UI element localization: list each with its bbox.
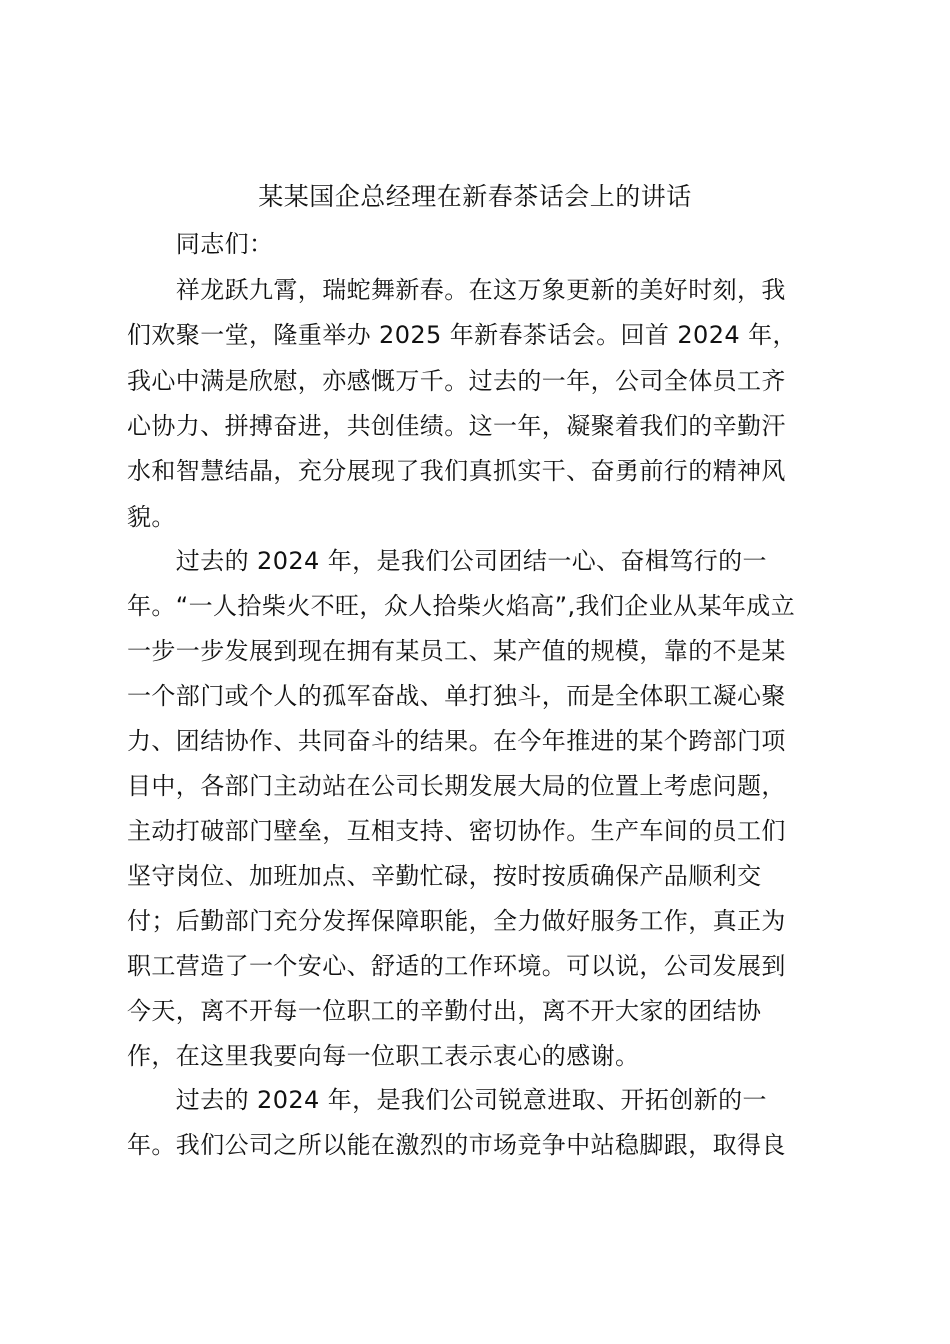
text-line: 目中，各部门主动站在公司长期发展大局的位置上考虑问题，: [127, 772, 786, 800]
text-line: 作，在这里我要向每一位职工表示衷心的感谢。: [127, 1042, 640, 1070]
text-line: 水和智慧结晶，充分展现了我们真抓实干、奋勇前行的精神风: [127, 457, 786, 485]
text-line: 祥龙跃九霄，瑞蛇舞新春。在这万象更新的美好时刻，我: [127, 276, 786, 304]
text-line: 们欢聚一堂，隆重举办 2025 年新春茶话会。回首 2024 年，: [127, 321, 797, 349]
text-line: 年。我们公司之所以能在激烈的市场竞争中站稳脚跟，取得良: [127, 1131, 786, 1159]
text-line: 年。“一人拾柴火不旺，众人拾柴火焰高”,我们企业从某年成立: [127, 592, 796, 620]
text-line: 一个部门或个人的孤军奋战、单打独斗，而是全体职工凝心聚: [127, 682, 786, 710]
text-line: 主动打破部门壁垒，互相支持、密切协作。生产车间的员工们: [127, 817, 786, 845]
text-line: 今天，离不开每一位职工的辛勤付出，离不开大家的团结协: [127, 997, 762, 1025]
text-line: 我心中满是欣慰，亦感慨万千。过去的一年，公司全体员工齐: [127, 367, 786, 395]
document-title: 某某国企总经理在新春茶话会上的讲话: [258, 182, 692, 211]
text-line: 过去的 2024 年，是我们公司锐意进取、开拓创新的一: [127, 1086, 767, 1114]
text-line: 力、团结协作、共同奋斗的结果。在今年推进的某个跨部门项: [127, 727, 786, 755]
text-line: 坚守岗位、加班加点、辛勤忙碌，按时按质确保产品顺利交: [127, 862, 762, 890]
text-line: 貌。: [127, 503, 176, 531]
text-line: 付；后勤部门充分发挥保障职能，全力做好服务工作，真正为: [127, 907, 786, 935]
text-line: 同志们：: [127, 230, 274, 258]
text-line: 职工营造了一个安心、舒适的工作环境。可以说，公司发展到: [127, 952, 786, 980]
text-line: 一步一步发展到现在拥有某员工、某产值的规模，靠的不是某: [127, 637, 786, 665]
text-line: 过去的 2024 年，是我们公司团结一心、奋楫笃行的一: [127, 547, 767, 575]
text-line: 心协力、拼搏奋进，共创佳绩。这一年，凝聚着我们的辛勤汗: [127, 412, 786, 440]
